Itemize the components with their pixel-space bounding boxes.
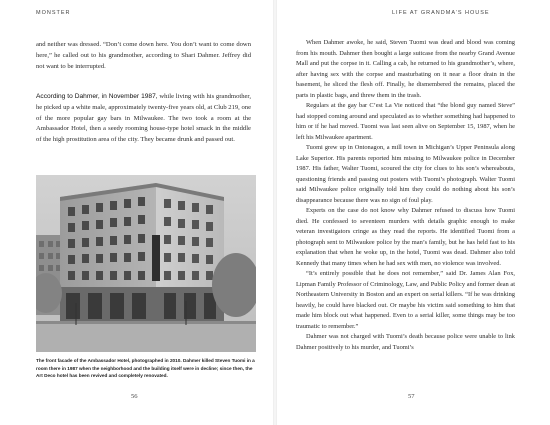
page-number-right: 57	[408, 393, 415, 400]
photo-caption: The front facade of the Ambassador Hotel, photographed in 2010. Dahmer killed Steven Tuomi in a room there in 1987 when the neighborhood and the building itself were in decline; since then, the Art Deco hotel has been revived and completely renovated.	[36, 358, 255, 379]
paragraph: and neither was dressed. “Don’t come down here. You don’t want to come down here,” he called out to his grandmother, according to Shari Dahmer. Jeffrey did not want to be interrupted.	[36, 41, 251, 70]
ambassador-hotel-photo	[36, 175, 256, 352]
left-text-top	[36, 40, 251, 72]
paragraph: Experts on the case do not know why Dahmer refused to discuss how Tuomi died. He confessed to seventeen murders with details graphic enough to make veteran investigators cringe as they read the reports. He identified Tuomi from a photograph sent to Milwaukee police by the man’s family, but he has held fast to his explanation that when he woke up, in the hotel, Tuomi was dead. Dahmer also told Kennedy that many times when he had sex with men, no violence was involved.	[296, 207, 515, 267]
running-header-right: LIFE AT GRANDMA’S HOUSE	[392, 10, 490, 16]
lead-paragraph	[36, 92, 251, 146]
paragraph: Regulars at the gay bar C’est La Vie noticed that “the blond guy named Steve” had stopped coming around and speculated as to whether something had happened to him or if he had moved. Tuomi was last seen alive on September 15, 1987, when he left his Milwaukee apartment.	[296, 102, 515, 141]
lead-paragraph-rest: while living with his grandmother, he picked up a white male, approximately twenty-five years old, at Club 219, one of the more popular gay bars in Milwaukee. The two took a room at the Ambassador Hotel, then a seedy rooming house-type hotel smack in the middle of the high prostitution area of the city. They became drunk and passed out.	[36, 93, 251, 144]
paragraph: Tuomi grew up in Ontonagon, a mill town in Michigan’s Upper Peninsula along Lake Superior. His parents reported him missing to Milwaukee police in December 1987. His father, Walter Tuomi, scoured the city for clues to his son’s whereabouts, questioning friends and passing out posters with Tuomi’s photograph. Walter Tuomi said Milwaukee police originally told him they could do nothing about his son’s disappearance because there was no sign of foul play.	[296, 144, 515, 204]
left-text-lead	[36, 92, 251, 146]
paragraph: Dahmer was not charged with Tuomi’s death because police were unable to link Dahmer positively to his murder, and Tuomi’s	[296, 333, 515, 351]
paragraph: “It’s entirely possible that he does not remember,” said Dr. James Alan Fox, Lipman Family Professor of Criminology, Law, and Public Policy and former dean at Northeastern University in Boston and an expert on serial killers. “If he was drinking heavily, he could have blacked out. Or maybe his victim said something to him that made him block out what happened. Even to a serial killer, some things may be too traumatic to remember.”	[296, 270, 515, 330]
lead-in: According to Dahmer, in November 1987,	[36, 93, 158, 100]
paragraph: When Dahmer awoke, he said, Steven Tuomi was dead and blood was coming from his mouth. Dahmer then bought a large suitcase from the nearby Grand Avenue Mall and put the corpse in it. Calling a cab, he returned to his grandmother’s, where, after having sex with the corpse and masturbating on it near a floor drain in the basement, he sliced the flesh off. Finally, he dismembered the remains, placed the parts in plastic bags, and threw them in the trash.	[296, 39, 515, 99]
running-header-left: MONSTER	[36, 10, 71, 16]
page-number-left: 56	[131, 393, 138, 400]
right-text	[296, 38, 515, 353]
